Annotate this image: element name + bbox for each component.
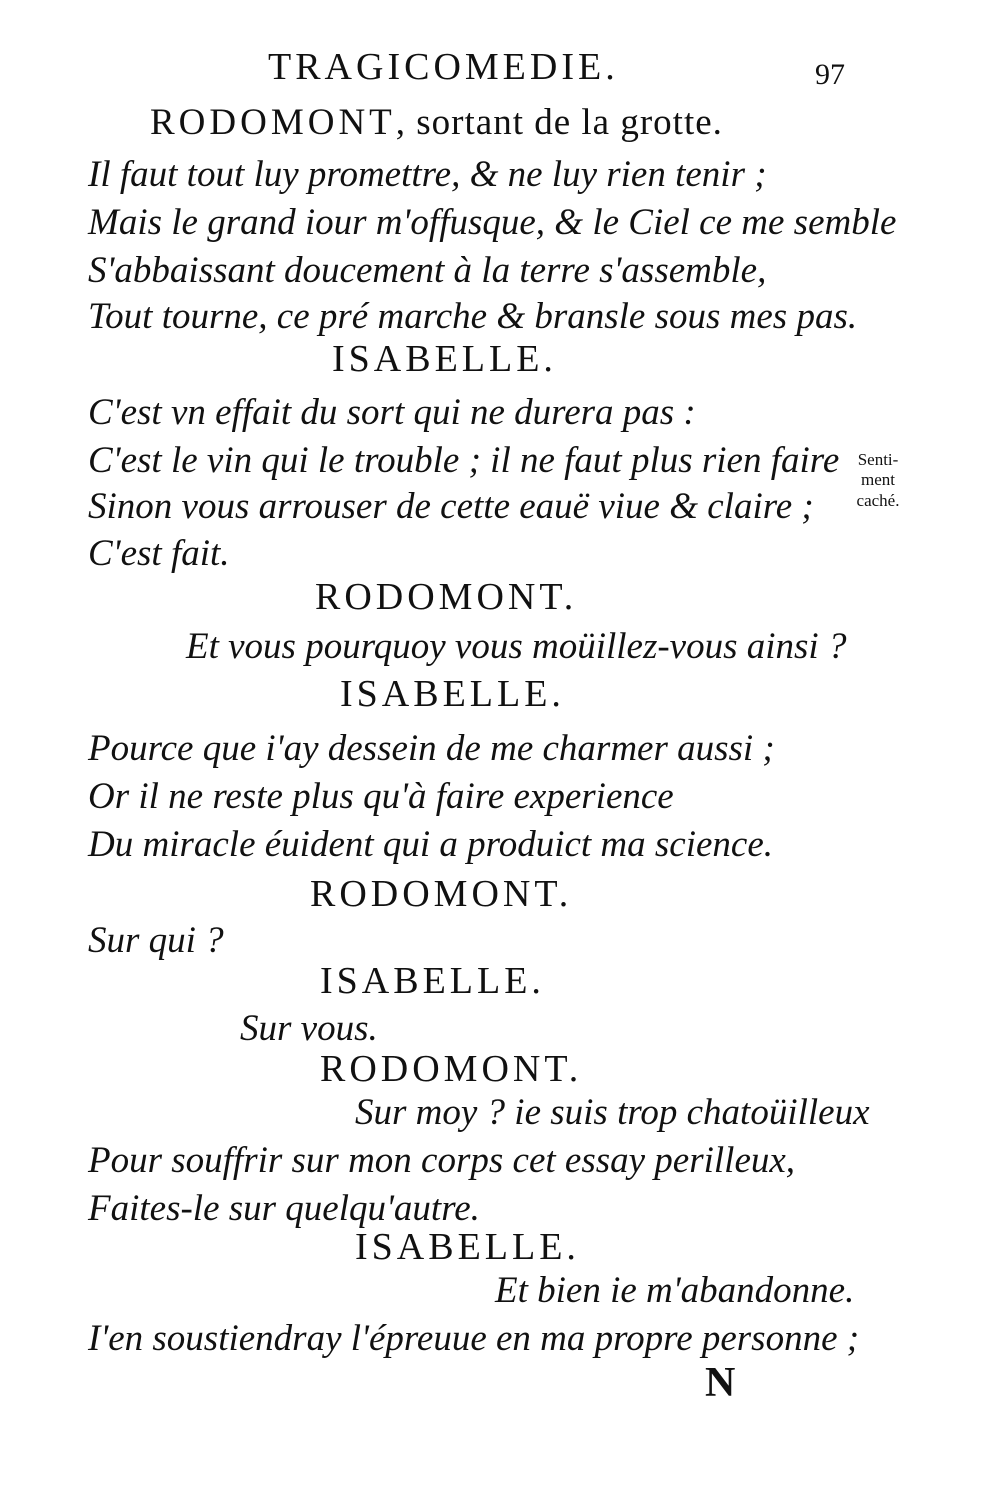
marginal-note xyxy=(846,450,910,511)
verse-line: Pour souffrir sur mon corps cet essay perilleux, xyxy=(88,1140,796,1181)
marginal-note-line: ment xyxy=(861,470,895,490)
signature-mark: N xyxy=(705,1360,736,1406)
verse-line: Faites-le sur quelqu'autre. xyxy=(88,1188,480,1229)
verse-line: Sinon vous arrouser de cette eauë viue & claire ; xyxy=(88,486,814,527)
stage-speaker: RODOMONT xyxy=(150,102,396,143)
verse-line: C'est vn effait du sort qui ne durera pas : xyxy=(88,392,696,433)
verse-line: Sur qui ? xyxy=(88,920,224,961)
speaker-heading: RODOMONT. xyxy=(315,576,578,618)
speaker-heading: ISABELLE. xyxy=(320,960,545,1002)
verse-line: Sur vous. xyxy=(240,1008,378,1049)
verse-line: Mais le grand iour m'offusque, & le Ciel ce me semble xyxy=(88,202,897,243)
speaker-heading: ISABELLE. xyxy=(355,1226,580,1268)
verse-line: C'est fait. xyxy=(88,533,230,574)
stage-direction xyxy=(150,104,723,141)
running-title: TRAGICOMEDIE. xyxy=(268,46,619,88)
speaker-heading: RODOMONT. xyxy=(320,1048,583,1090)
marginal-note-line: caché. xyxy=(856,490,900,510)
verse-line: Il faut tout luy promettre, & ne luy rien tenir ; xyxy=(88,154,767,195)
speaker-heading: RODOMONT. xyxy=(310,873,573,915)
speaker-heading: ISABELLE. xyxy=(340,673,565,715)
verse-line: Et bien ie m'abandonne. xyxy=(495,1270,855,1311)
verse-line: S'abbaissant doucement à la terre s'assemble, xyxy=(88,250,767,291)
verse-line: C'est le vin qui le trouble ; il ne faut plus rien faire xyxy=(88,440,840,481)
verse-line: Et vous pourquoy vous moüillez-vous ainsi ? xyxy=(186,626,847,667)
verse-line: Du miracle éuident qui a produict ma science. xyxy=(88,824,774,865)
verse-line: I'en soustiendray l'épreuue en ma propre personne ; xyxy=(88,1318,860,1359)
marginal-note-line: Senti- xyxy=(857,450,899,469)
verse-line: Or il ne reste plus qu'à faire experience xyxy=(88,776,674,817)
page-number: 97 xyxy=(815,58,845,91)
speaker-heading: ISABELLE. xyxy=(332,338,557,380)
verse-line: Tout tourne, ce pré marche & bransle sous mes pas. xyxy=(88,296,858,337)
verse-line: Pource que i'ay dessein de me charmer aussi ; xyxy=(88,728,775,769)
stage-direction-text: , sortant de la grotte. xyxy=(395,102,723,143)
verse-line: Sur moy ? ie suis trop chatoüilleux xyxy=(355,1092,870,1133)
